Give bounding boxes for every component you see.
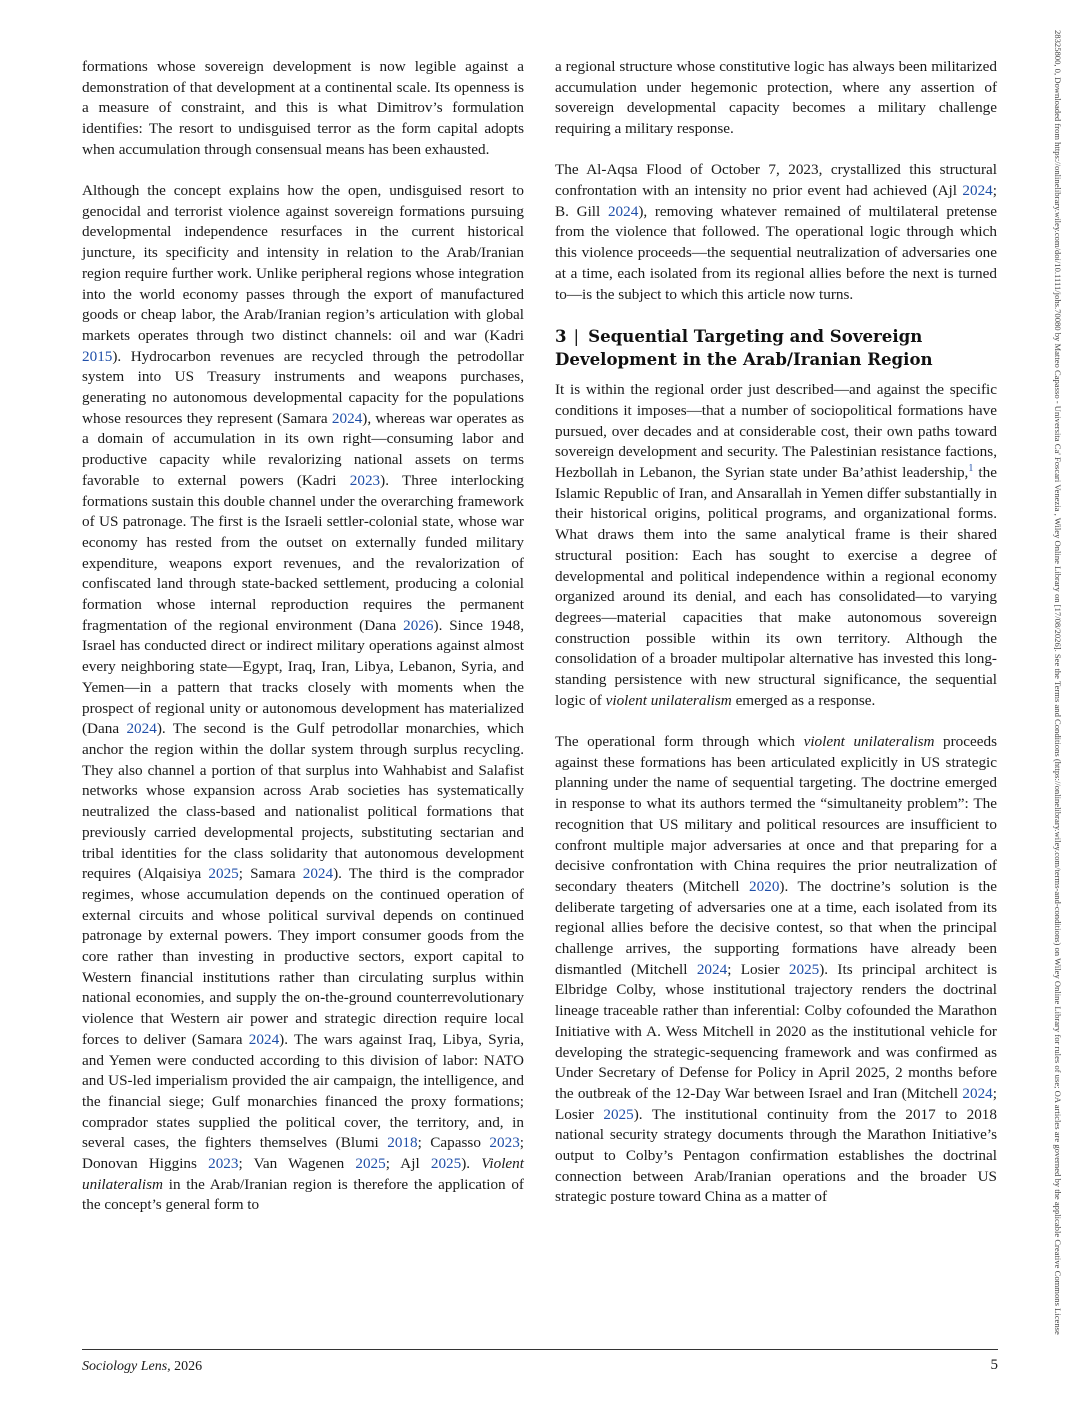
paragraph-text: emerged as a response. [731, 691, 876, 709]
citation-link[interactable]: 2024 [607, 202, 639, 220]
paragraph-text: in the Arab/Iranian region is therefore the application of the concept’s general form to [82, 1175, 524, 1214]
paragraph-text: ). Three interlocking formations sustain this double channel under the overarching framework of US patronage. The first is the Israeli settler‐colonial state, whose war economy has rested from the outset on externally funded military expenditure, weapons export revenues, and the revalorization of confiscated land through state‐backed settlement, producing a colonial formation whose internal reproduction requires the permanent fragmentation of the regional environment (Dana [82, 471, 524, 634]
citation-link[interactable]: 2023 [208, 1155, 239, 1173]
footer-divider [82, 1349, 998, 1350]
body-paragraph [82, 57, 524, 161]
paragraph-text: ), whereas war operates as a domain of accumulation in its own right—consuming labor and productive capacity while revalorizing national assets on terms favorable to external powers (Kadri [82, 409, 525, 489]
body-paragraph [82, 181, 524, 1216]
citation-link[interactable]: 2024 [302, 865, 334, 883]
body-paragraph [555, 160, 997, 305]
paragraph-text: a regional structure whose constitutive logic has always been militarized accumulation under hegemonic protection, where any assertion of sovereign developmental capacity becomes a military challenge requiring a military response. [555, 58, 997, 138]
paragraph-text: It is within the regional order just described—and against the specific conditions it imposes—that a number of sociopolitical formations have pursued, over decades and at considerable cost, their own paths toward sovereign development and security. The Palestinian resistance factions, Hezbollah in Lebanon, the Syrian state under Ba’athist leadership, [555, 381, 997, 482]
citation-link[interactable]: 2024 [248, 1030, 280, 1048]
footnote-marker[interactable]: 1 [968, 462, 974, 474]
emphasized-term: violent unilateralism [803, 732, 935, 750]
citation-link[interactable]: 2024 [962, 1084, 993, 1102]
section-title: Sequential Targeting and Sovereign Development in the Arab/Iranian Region [555, 326, 933, 370]
download-watermark [1052, 30, 1066, 1390]
citation-link[interactable]: 2025 [788, 960, 820, 978]
section-separator: | [573, 327, 580, 347]
right-column [555, 57, 997, 1208]
citation-link[interactable]: 2023 [349, 471, 381, 489]
emphasized-term: Violent unilateralism [82, 1155, 524, 1193]
citation-link[interactable]: 2024 [331, 409, 363, 427]
citation-link[interactable]: 2023 [489, 1134, 520, 1152]
citation-link[interactable]: 2024 [126, 720, 157, 738]
citation-link[interactable]: 2025 [208, 865, 239, 883]
paragraph-text: ; Ajl [385, 1155, 431, 1173]
paragraph-text: The operational form through which [555, 732, 804, 750]
paragraph-text: ). The second is the Gulf petrodollar monarchies, which anchor the region within the dollar system through surplus recycling. They also channel a portion of that surplus into Wahhabist and Salafist networks whose expansion across Arab societies has systematically neutralized the class‐based and nationalist political formations that previously carried developmental projects, substituting sectarian and tribal identities for the class solidarity that autonomous development requires (Alqaisiya [82, 720, 525, 883]
page-number: 5 [990, 1357, 998, 1373]
paragraph-text: proceeds against these formations has been articulated explicitly in US strategic planning under the name of sequential targeting. The doctrine emerged in response to what its authors termed the “simultaneity problem”: The recognition that US military and political resources are insufficient to confront multiple major adversaries at once and that preparing for a decisive confrontation with China requires the prior neutralization of secondary theaters (Mitchell [555, 732, 997, 895]
left-column [82, 57, 524, 1216]
body-paragraph [555, 380, 997, 711]
section-heading [555, 325, 997, 370]
paragraph-text: the Islamic Republic of Iran, and Ansarallah in Yemen differ substantially in their historical origins, political programs, and organizational forms. What draws them into the same analytical frame is their shared structural position: Each has sought to exercise a degree of developmental and political independence within a regional economy organized around its denial, and each has consolidated—to varying degrees—material capacities that make autonomous sovereign construction possible within its own territory. Although the consolidation of a broader multipolar alternative has invested this long‐standing persistence with new structural significance, the sequential logic of [555, 464, 997, 709]
download-watermark-text: 28325800, 0, Downloaded from https://onlinelibrary.wiley.com/doi/10.1111/johs.70080 by Matteo Capasso - Universita Ca' Foscari Venezia , Wiley Online Library on [17/08/2026]. See the Terms and Conditions (https://onlinelibrary.wiley.com/terms-and-conditions) on Wiley Online Library for rules of use; OA articles are governed by the applicable Creative Commons License [1053, 30, 1063, 1335]
right-column-bottom-body [555, 380, 997, 1208]
paragraph-text: ). Since 1948, Israel has conducted direct or indirect military operations against almost every neighboring state—Egypt, Iraq, Iran, Libya, Lebanon, Syria, and Yemen—in a pattern that tracks closely with moments when the prospect of regional unity or autonomous development has materialized (Dana [82, 616, 524, 738]
paragraph-text: ). The third is the comprador regimes, whose accumulation depends on the continued operation of external circuits and whose political survival depends on continued patronage by external powers. They import consumer goods from the core rather than investing in productive sectors, export capital to Western financial institutions rather than circulating surplus within national economies, and supply the on‐the‐ground counterrevolutionary violence that Western air power and strategic direction require local forces to deliver (Samara [82, 865, 524, 1048]
paragraph-text: The Al‐Aqsa Flood of October 7, 2023, crystallized this structural confrontation with an intensity no prior event had achieved (Ajl [555, 161, 997, 200]
paragraph-text: ; Losier [727, 960, 789, 978]
paragraph-text: ). The institutional continuity from the 2017 to 2018 national security strategy documents through the Marathon Initiative’s output to Colby’s Pentagon confirmation establishes the doctrinal connection between Arab/Iranian operations and the broader US strategic posture toward China as a matter of [555, 1105, 997, 1206]
paragraph-text: ). [461, 1155, 482, 1173]
left-column-body [82, 57, 524, 1216]
paragraph-text: ). The doctrine’s solution is the deliberate targeting of adversaries one at a time, each isolated from its regional allies before the decisive contest, so that when the principal challenge arrives, the supporting formations have already been dismantled (Mitchell [555, 877, 997, 978]
citation-link[interactable]: 2015 [82, 347, 113, 365]
paragraph-text: ; Losier [555, 1084, 997, 1123]
citation-link[interactable]: 2024 [696, 960, 728, 978]
paragraph-text: ). Its principal architect is Elbridge Colby, whose institutional trajectory renders the doctrinal lineage traceable rather than inferential: Colby cofounded the Marathon Initiative with A. Wess Mitchell in 2020 as the institutional vehicle for developing the strategic‐sequencing framework and was confirmed as Under Secretary of Defense for Policy in April 2025, 2 months before the outbreak of the 12‐Day War between Israel and Iran (Mitchell [555, 960, 997, 1102]
citation-link[interactable]: 2025 [430, 1155, 462, 1173]
right-column-top-body [555, 57, 997, 305]
paragraph-text: ; Capasso [417, 1134, 490, 1152]
citation-link[interactable]: 2025 [355, 1155, 386, 1173]
citation-link[interactable]: 2024 [962, 182, 993, 200]
footer-journal-info [82, 1359, 202, 1375]
paragraph-text: ). The wars against Iraq, Libya, Syria, and Yemen were conducted according to this division of labor: NATO and US‐led imperialism provided the air campaign, the intelligence, and the financial siege; Gulf monarchies financed the proxy formations; comprador states supplied the political cover, the territory, and, in several cases, the fighters themselves (Blumi [82, 1030, 524, 1152]
citation-link[interactable]: 2025 [603, 1105, 634, 1123]
citation-link[interactable]: 2020 [749, 877, 780, 895]
body-paragraph [555, 57, 997, 140]
emphasized-term: violent unilateralism [605, 691, 732, 709]
citation-link[interactable]: 2018 [387, 1134, 418, 1152]
paragraph-text: formations whose sovereign development is now legible against a demonstration of that development at a continental scale. Its openness is a measure of constraint, and this is what Dimitrov’s formulation identifies: The resort to undisguised terror as the form capital adopts when accumulation through consensual means has been exhausted. [82, 58, 524, 158]
journal-year: 2026 [174, 1359, 203, 1374]
paragraph-text: ; Donovan Higgins [82, 1134, 525, 1173]
journal-name: Sociology Lens, [82, 1359, 171, 1374]
paragraph-text: ; Samara [238, 865, 303, 883]
paragraph-text: ; Van Wagenen [238, 1155, 356, 1173]
citation-link[interactable]: 2026 [403, 616, 434, 634]
paragraph-text: Although the concept explains how the open, undisguised resort to genocidal and terrorist violence against sovereign formations pursuing developmental independence resurfaces in the current historical juncture, its specificity and intensity in relation to the Arab/Iranian region require further work. Unlike peripheral regions whose integration into the world economy passes through the export of manufactured goods or cheap labor, the Arab/Iranian region’s articulation with global markets operates through two distinct channels: oil and war (Kadri [82, 182, 524, 344]
paragraph-text: ; B. Gill [555, 182, 997, 220]
paragraph-text: ), removing whatever remained of multilateral pretense from the violence that followed. The operational logic through which this violence proceeds—the sequential neutralization of adversaries one at a time, each isolated from its regional allies before the next is turned to—is the subject to which this article now turns. [555, 202, 997, 303]
section-number: 3 [555, 326, 567, 347]
paragraph-text: ). Hydrocarbon revenues are recycled through the petrodollar system into US Treasury instruments and weapons purchases, generating no autonomous developmental capacity for the populations whose resources they represent (Samara [82, 347, 524, 427]
body-paragraph [555, 732, 997, 1208]
